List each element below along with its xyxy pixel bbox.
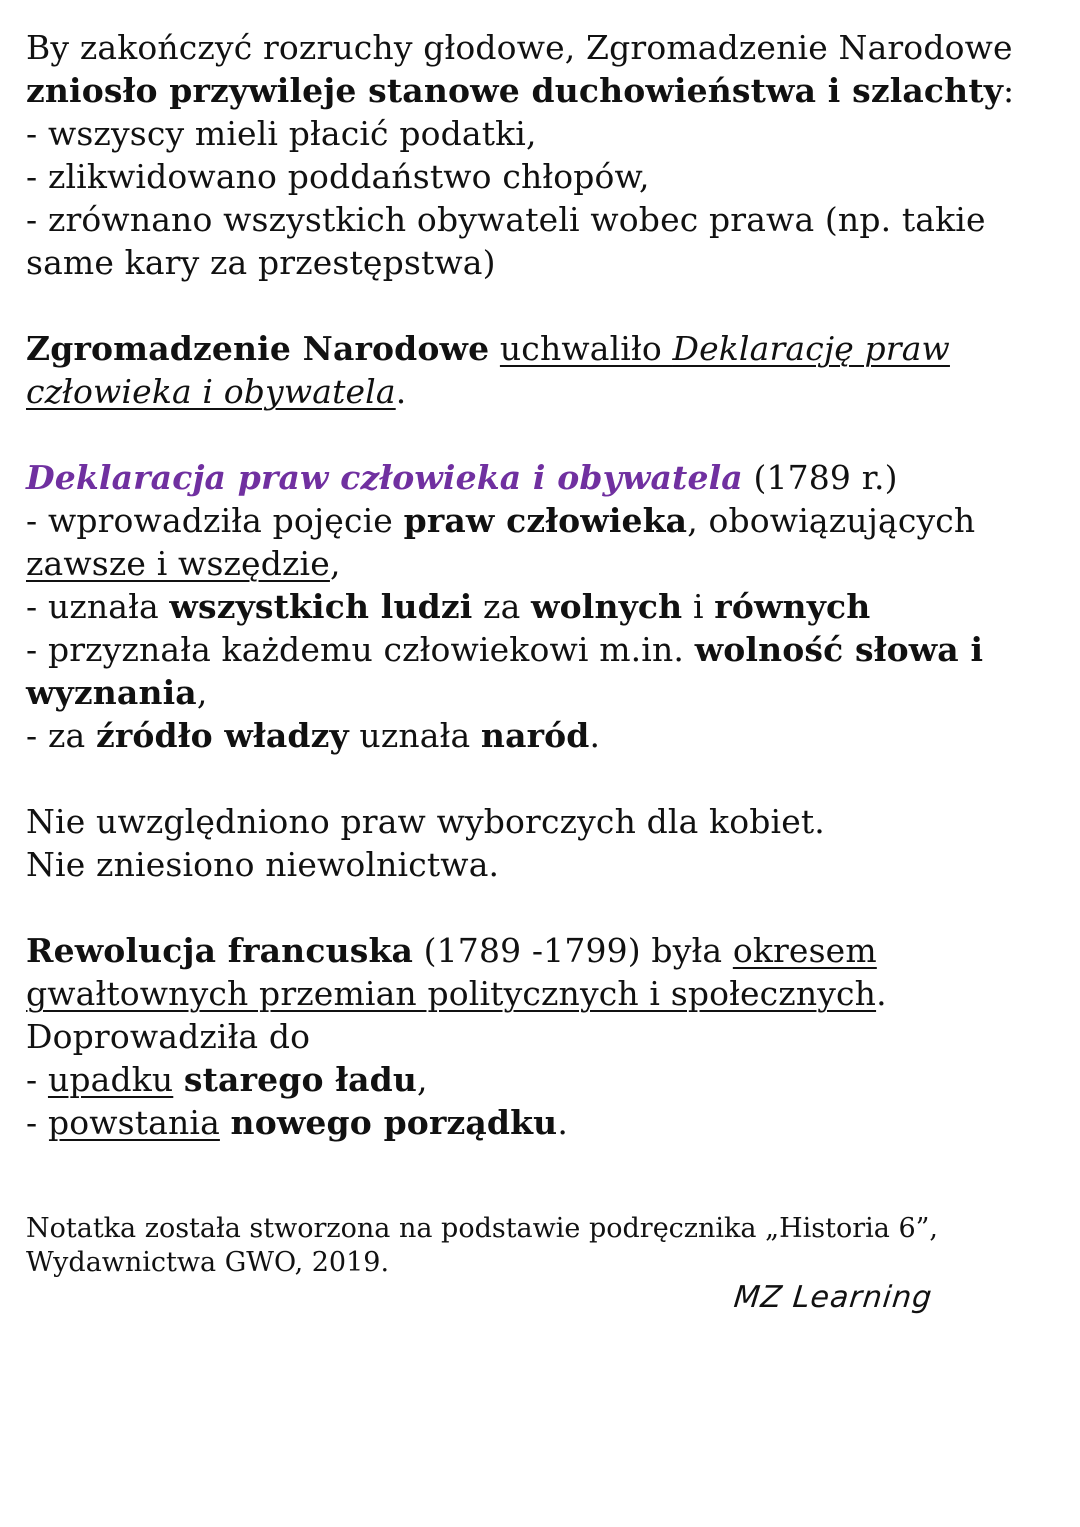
text-span: - [26,1103,48,1142]
list-item-continuation: same kary za przestępstwa) [26,243,496,282]
list-item [26,585,1056,628]
section-limitations [26,800,1056,886]
underlined-phrase: powstania [47,1103,220,1142]
bold-phrase: wyznania [26,673,197,712]
underlined-phrase: zawsze i wszędzie [26,544,330,583]
underlined-italic-phrase: człowieka i obywatela [26,372,396,411]
underlined-italic-phrase: Deklarację praw [672,329,950,368]
list-item [26,1058,1056,1101]
list-item [26,714,1056,757]
underlined-phrase: gwałtownych przemian politycznych i społecznych [26,974,877,1013]
text-line [26,370,1056,413]
text-span [173,1060,184,1099]
bold-phrase: wszystkich ludzi [169,587,473,626]
source-line: Wydawnictwa GWO, 2019. [26,1247,390,1278]
text-span: , [196,673,208,712]
bold-phrase: praw człowieka [403,501,688,540]
text-span: . [876,974,887,1013]
text-line: Doprowadziła do [26,1017,311,1056]
bold-phrase: naród [480,716,590,755]
bold-phrase: Zgromadzenie Narodowe [26,329,490,368]
text-span: . [395,372,407,411]
bold-phrase: wolnych [531,587,683,626]
underlined-phrase: okresem [732,931,877,970]
text-line [26,327,1056,370]
text-span: uznała [348,716,481,755]
text-span: (1789 -1799) była [413,931,733,970]
underlined-phrase: upadku [47,1060,174,1099]
text-span: , obowiązujących [687,501,976,540]
author-signature: MZ Learning [732,1280,935,1315]
bold-phrase: wolność słowa i [694,630,984,669]
bold-phrase: źródło władzy [95,716,349,755]
source-note [26,1212,1056,1280]
text-line [26,972,1056,1015]
list-item-continuation [26,671,1056,714]
section-heading [26,456,1056,499]
text-span: , [417,1060,428,1099]
spacer [26,886,1056,929]
list-item [26,499,1056,542]
section-privileges [26,26,1056,284]
spacer [26,413,1056,456]
text-span: : [1003,71,1015,110]
text-span: - za [26,716,96,755]
text-span: za [472,587,532,626]
list-item: - zrównano wszystkich obywateli wobec prawa (np. takie [26,200,986,239]
text-span [489,329,500,368]
source-line: Notatka została stworzona na podstawie podręcznika „Historia 6”, [26,1213,939,1244]
bold-phrase: równych [714,587,871,626]
text-line [26,69,1056,112]
declaration-title: Deklaracja praw człowieka i obywatela [26,458,743,497]
text-line: Nie zniesiono niewolnictwa. [26,845,500,884]
text-line [26,929,1056,972]
text-span: i [682,587,715,626]
text-span: (1789 r.) [742,458,898,497]
list-item [26,628,1056,671]
text-span: . [557,1103,568,1142]
list-item-continuation [26,542,1056,585]
bold-phrase: zniosło przywileje stanowe duchowieństwa i szlachty [26,71,1004,110]
text-span: - uznała [26,587,170,626]
underlined-phrase: uchwaliło [499,329,673,368]
text-line: Nie uwzględniono praw wyborczych dla kobiet. [26,802,825,841]
list-item [26,1101,1056,1144]
section-revolution [26,929,1056,1144]
text-span [220,1103,231,1142]
spacer [26,284,1056,327]
text-span: , [329,544,341,583]
text-span: - [26,1060,48,1099]
bold-phrase: Rewolucja francuska [26,931,413,970]
section-declaration-adopted [26,327,1056,413]
spacer [26,757,1056,800]
text-span: - przyznała każdemu człowiekowi m.in. [26,630,695,669]
text-span: - wprowadziła pojęcie [26,501,404,540]
list-item: - zlikwidowano poddaństwo chłopów, [26,157,650,196]
list-item: - wszyscy mieli płacić podatki, [26,114,537,153]
bold-phrase: starego ładu [183,1060,418,1099]
text-span: . [589,716,601,755]
section-declaration [26,456,1056,757]
bold-phrase: nowego porządku [230,1103,558,1142]
text-line: By zakończyć rozruchy głodowe, Zgromadzenie Narodowe [26,28,1013,67]
note-content [26,26,1056,1144]
